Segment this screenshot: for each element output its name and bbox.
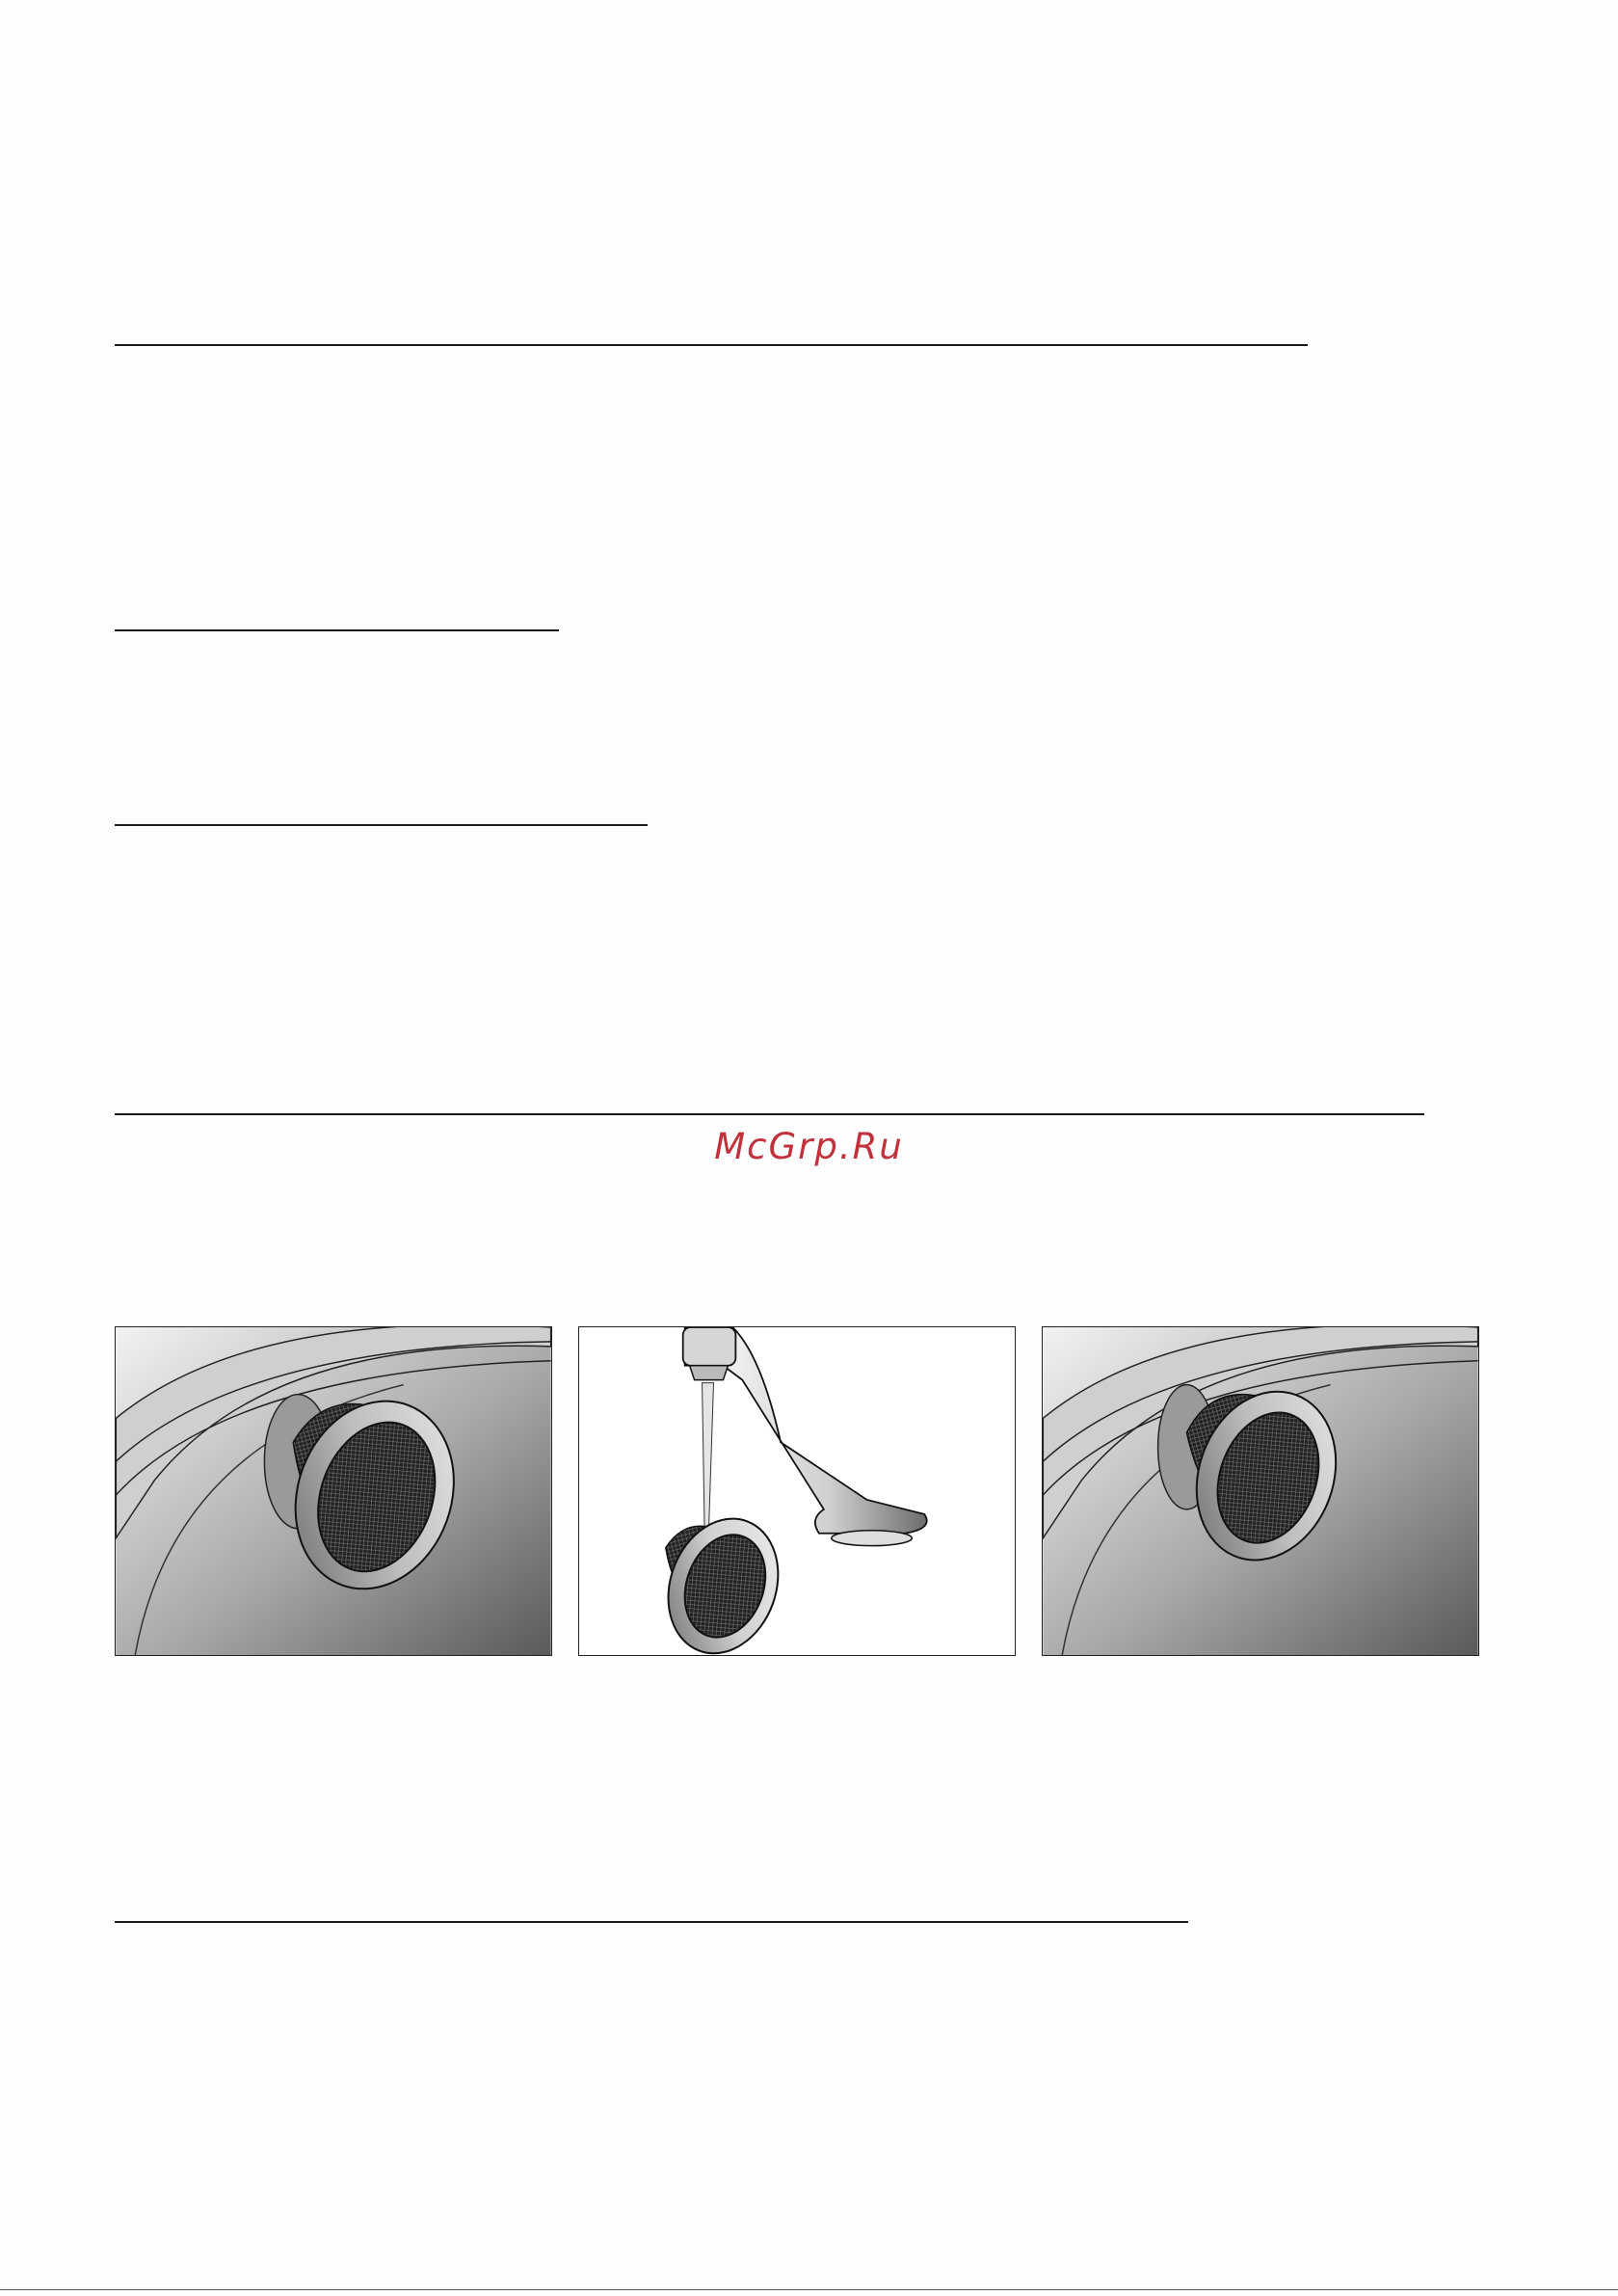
filter-rinse-under-tap-icon	[578, 1326, 1016, 1656]
section-divider-1	[115, 344, 1308, 346]
section-divider-4	[115, 1113, 1424, 1115]
section-divider-2	[115, 629, 559, 631]
filter-reinserted-icon	[1042, 1326, 1479, 1656]
section-divider-3	[115, 824, 648, 826]
watermark: McGrp.Ru	[714, 1126, 904, 1167]
page-bottom-border	[0, 2289, 1618, 2290]
filter-in-drum-icon	[115, 1326, 552, 1656]
section-divider-5	[115, 1921, 1188, 1923]
